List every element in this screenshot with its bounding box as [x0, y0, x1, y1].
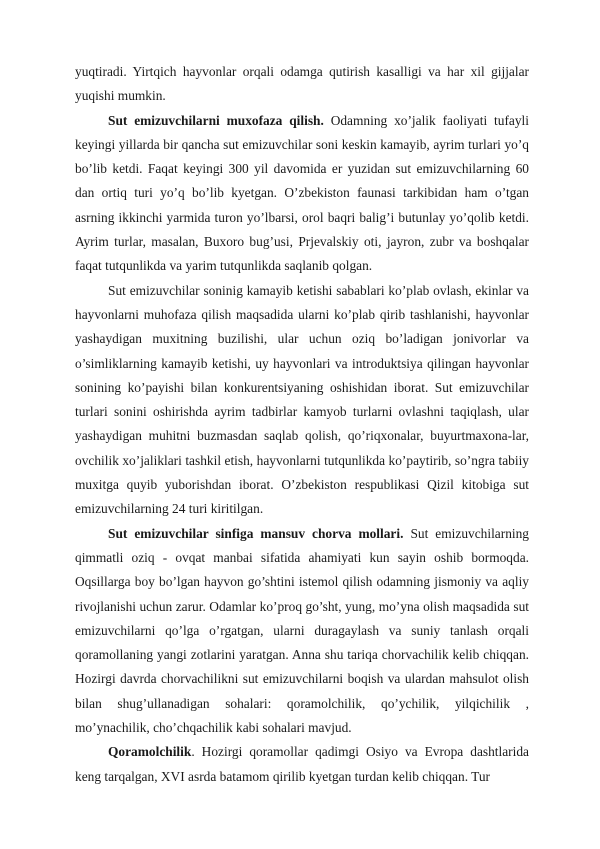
section-heading: Sut emizuvchilarni muxofaza qilish. [108, 112, 324, 128]
paragraph-text: yuqtiradi. Yirtqich hayvonlar orqali odamga qutirish kasalligi va har xil gijjalar yuqishi mumkin. [75, 64, 529, 104]
paragraph-livestock [75, 522, 529, 741]
paragraph-decline-causes [75, 279, 529, 522]
paragraph-text: Sut emizuvchilarning qimmatli oziq - ovqat manbai sifatida ahamiyati kun sayin oshib bormoqda. Oqsillarga boy bo’lgan hayvon go’shtini istemol qilish odamning jismoniy va aqliy rivojlanishi uchun zarur. Odamlar ko’proq go’sht, yung, mo’yna olish maqsadida sut emizuvchilarni qo’lga o’rgatgan, ularni duragaylash va suniy tanlash orqali qoramollaning yangi zotlarini yaratgan. Anna shu tariqa chorvachilik kelib chiqqan. Hozirgi davrda chorvachilikni sut emizuvchilarni boqish va ulardan mahsulot olish bilan shug’ullanadigan sohalari: qoramolchilik, qo’ychilik, yilqichilik , mo’ynachilik, cho’chqachilik kabi sohalari mavjud. [75, 525, 529, 736]
paragraph-text: Odamning xo’jalik faoliyati tufayli keyingi yillarda bir qancha sut emizuvchilar soni keskin kamayib, ayrim turlari yo’q bo’lib ketdi. Faqat keyingi 300 yil davomida er yuzidan sut emizuvchilarning 60 dan ortiq turi yo’q bo’lib kyetgan. O’zbekiston faunasi tarkibidan ham o’tgan asrning ikkinchi yarmida turon yo’lbarsi, orol baqri balig’i butunlay yo’qolib ketdi. Ayrim turlar, masalan, Buxoro bug’usi, Prjevalskiy oti, jayron, zubr va boshqalar faqat tutqunlikda va yarim tutqunlikda saqlanib qolgan. [75, 112, 529, 274]
paragraph-cattle-breeding [75, 740, 529, 789]
paragraph-text: Sut emizuvchilar soninig kamayib ketishi sabablari ko’plab ovlash, ekinlar va hayvonlarni muhofaza qilish maqsadida ularni ko’plab qirib tashlanishi, hayvonlar yashaydigan muxitning buzilishi, ular uchun oziq bo’ladigan jonivorlar va o’simliklarning kamayib ketishi, uy hayvonlari va introduktsiya qilingan hayvonlar sonining ko’payishi bilan konkurentsiyaning oshishidan iborat. Sut emizuvchilar turlari sonini oshirishda ayrim tadbirlar kamyob turlarni ovlashni taqiqlash, ular yashaydigan muhitni buzmasdan saqlab qolish, qo’riqxonalar, buyurtmaxona-lar, ovchilik xo’jaliklari tashkil etish, hayvonlarni tutqunlikda ko’paytirib, so’ngra tabiiy muxitga quyib yuborishdan iborat. O’zbekiston respublikasi Qizil kitobiga sut emizuvchilarning 24 turi kiritilgan. [75, 282, 529, 517]
paragraph-text: . Hozirgi qoramollar qadimgi Osiyo va Evropa dashtlarida keng tarqalgan, XVI asrda batamom qirilib kyetgan turdan kelib chiqqan. Tur [75, 744, 529, 784]
section-heading: Sut emizuvchilar sinfiga mansuv chorva mollari. [108, 525, 404, 541]
document-body [75, 60, 529, 789]
paragraph-mammal-protection [75, 109, 529, 279]
section-heading: Qoramolchilik [108, 744, 192, 760]
paragraph-continuation [75, 60, 529, 109]
